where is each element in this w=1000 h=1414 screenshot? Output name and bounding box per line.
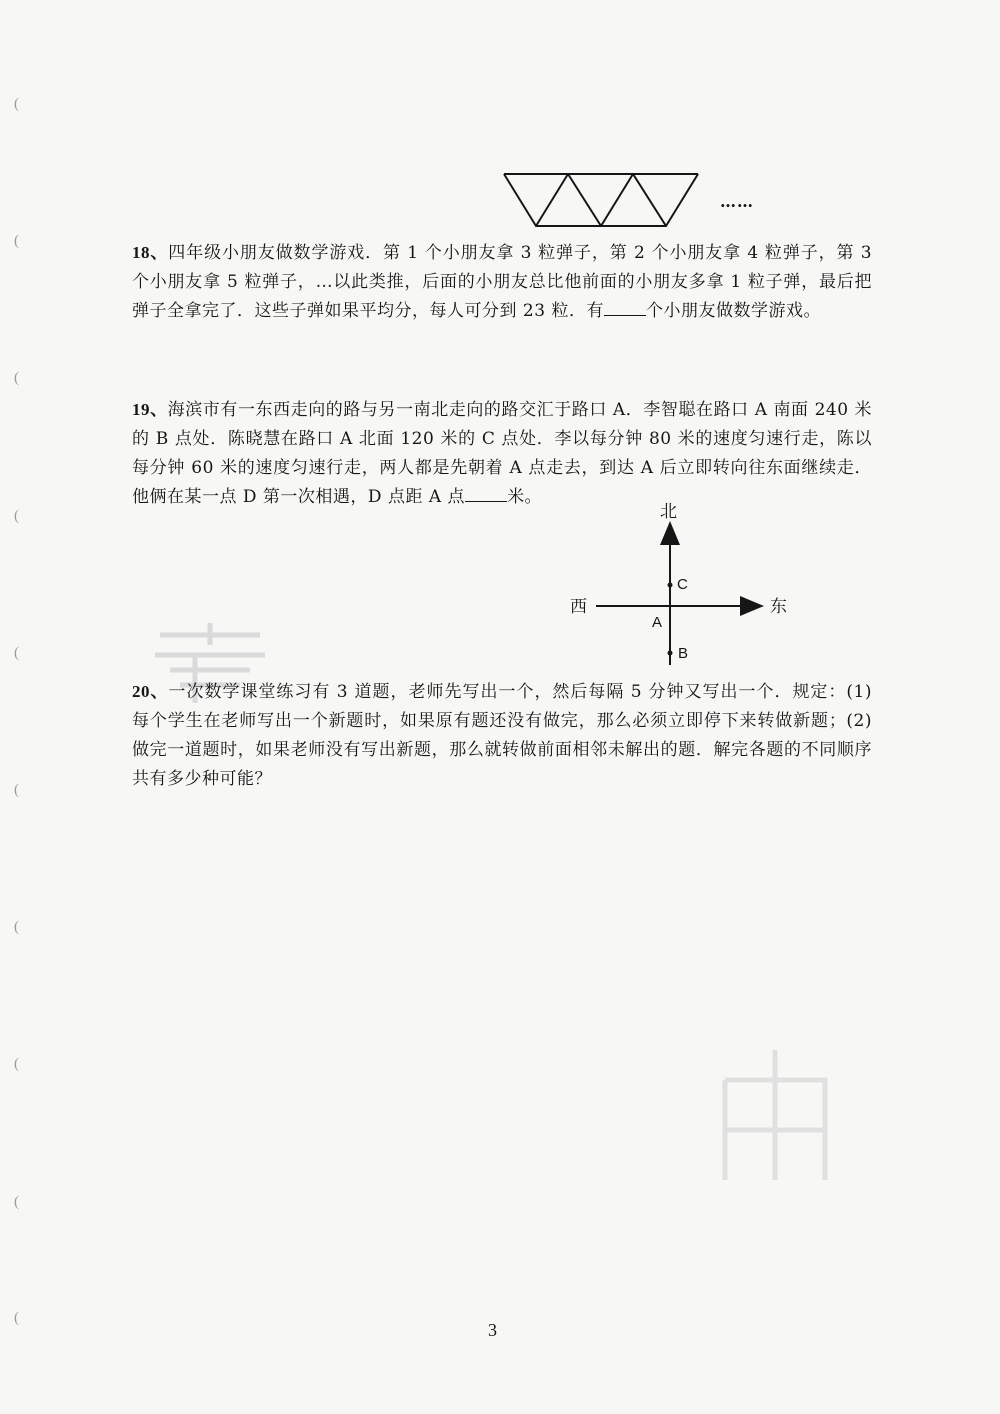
north-label: 北 xyxy=(660,502,677,522)
point-b-dot xyxy=(668,651,673,656)
question-number: 18、 xyxy=(132,243,169,262)
compass-diagram xyxy=(560,495,800,675)
binding-mark: ( xyxy=(14,782,19,798)
binding-mark: ( xyxy=(14,1310,19,1326)
watermark xyxy=(705,1040,845,1190)
binding-mark: ( xyxy=(14,370,19,386)
binding-mark: ( xyxy=(14,508,19,524)
point-a-label: A xyxy=(652,614,663,631)
point-b-label: B xyxy=(678,645,689,662)
binding-mark: ( xyxy=(14,645,19,661)
answer-blank[interactable] xyxy=(604,297,646,316)
west-label: 西 xyxy=(570,597,587,617)
question-text: 一次数学课堂练习有 3 道题，老师先写出一个，然后每隔 5 分钟又写出一个．规定：(1) 每个学生在老师写出一个新题时，如果原有题还没有做完，那么必须立即停下来转做新题；(2) 做完一道题时，如果老师没有写出新题，那么就转做前面相邻未解出的题．解完各题的不同顺序共有多少种可能？ xyxy=(132,682,872,789)
question-number: 19、 xyxy=(132,400,168,419)
binding-mark: ( xyxy=(14,919,19,935)
ellipsis: …… xyxy=(720,192,754,211)
question-text: 个小朋友做数学游戏。 xyxy=(645,301,821,321)
binding-mark: ( xyxy=(14,1194,19,1210)
question-text: 四年级小朋友做数学游戏．第 1 个小朋友拿 3 粒弹子，第 2 个小朋友拿 4 粒弹子，第 3 个小朋友拿 5 粒弹子，…以此类推，后面的小朋友总比他前面的小朋友多拿 1 粒子弹，最后把弹子全拿完了．这些子弹如果平均分，每人可分到 23 粒．有 xyxy=(132,243,873,321)
answer-blank[interactable] xyxy=(465,483,507,502)
binding-mark: ( xyxy=(14,96,19,112)
question-20 xyxy=(132,677,872,794)
binding-mark: ( xyxy=(14,1056,19,1072)
binding-mark: ( xyxy=(14,233,19,249)
point-c-label: C xyxy=(677,576,688,593)
question-text: 米。 xyxy=(507,487,543,507)
point-c-dot xyxy=(668,583,673,588)
page-number: 3 xyxy=(488,1320,497,1340)
question-number: 20、 xyxy=(132,682,169,701)
east-label: 东 xyxy=(770,597,787,617)
triangle-strip-figure xyxy=(498,168,710,230)
question-text: 海滨市有一东西走向的路与另一南北走向的路交汇于路口 A．李智聪在路口 A 南面 240 米的 B 点处．陈晓慧在路口 A 北面 120 米的 C 点处．李以每分钟 80 米的速度匀速行走，陈以每分钟 60 米的速度匀速行走，两人都是先朝着 A 点走去，到达 A 后立即转向往东面继续走．他俩在某一点 D 第一次相遇，D 点距 A 点 xyxy=(132,400,873,507)
question-18 xyxy=(132,238,872,326)
